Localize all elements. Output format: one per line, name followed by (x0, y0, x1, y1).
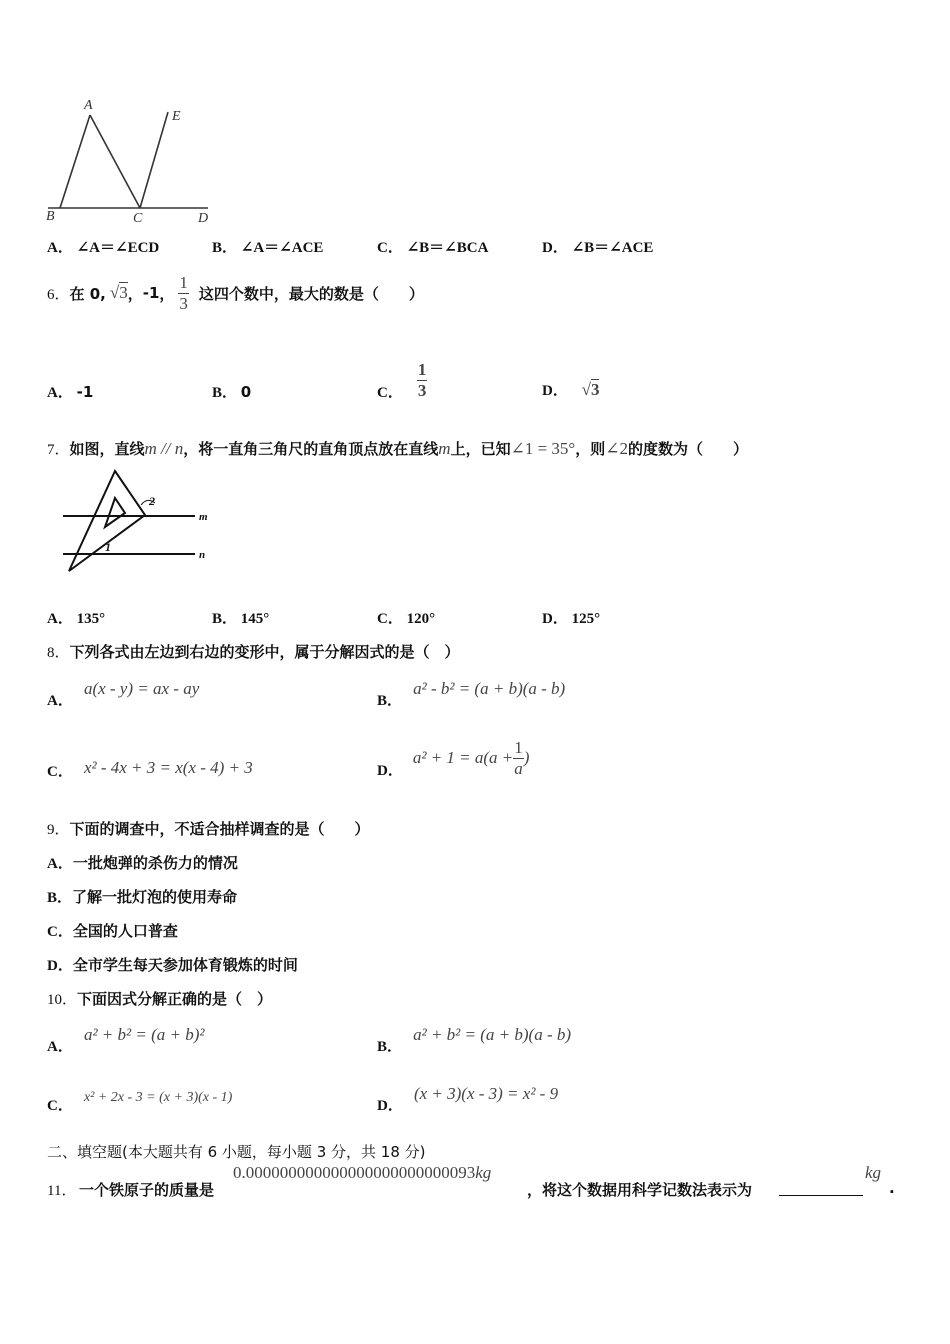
option-letter: C． (47, 924, 73, 940)
q9-option-b[interactable] (47, 886, 237, 907)
math-expr: a² + b² = (a + b)(a - b) (413, 1025, 572, 1044)
q10-stem (47, 988, 272, 1009)
q5-option-d[interactable] (542, 236, 653, 257)
option-text: 135° (76, 611, 106, 627)
answer-blank[interactable] (779, 1181, 863, 1196)
math-expr: a² + 1 = a(a + (412, 748, 514, 767)
q7-option-d[interactable] (542, 607, 600, 628)
option-letter: A． (47, 240, 73, 256)
option-letter: A． (47, 856, 73, 872)
math-expr: a² + b² = (a + b)² (83, 1025, 205, 1044)
frac-numerator: 1 (417, 359, 427, 379)
option-letter: A． (47, 385, 73, 401)
question-number: 10． (47, 992, 78, 1008)
math-expr: m // n (144, 438, 184, 458)
q6-option-d[interactable] (542, 379, 599, 400)
option-letter: B． (212, 385, 238, 401)
q6-stem (47, 268, 424, 318)
sqrt-radicand: 3 (119, 283, 128, 302)
math-expr: m (438, 438, 451, 458)
q8-option-c[interactable] (47, 757, 253, 778)
option-letter: A． (47, 693, 73, 709)
option-text: ∠B＝∠ACE (571, 240, 654, 256)
option-text: 全国的人口普查 (72, 922, 178, 940)
option-text: 125° (571, 611, 601, 627)
q7-option-a[interactable] (47, 607, 105, 628)
frac-denominator: 3 (417, 380, 427, 400)
option-letter: B． (377, 693, 403, 709)
option-letter: B． (212, 611, 238, 627)
stem-text: ，将一直角三角尺的直角顶点放在直线 (183, 440, 439, 458)
math-expr: ∠1 = 35° (510, 438, 576, 458)
q7-label-2: 2 (149, 494, 155, 508)
math-expr: ∠2 (605, 438, 628, 458)
option-text: 145° (240, 611, 270, 627)
math-expr: ) (523, 748, 530, 767)
q5-label-a: A (84, 98, 93, 113)
iron-atom-mass (233, 1163, 491, 1183)
q9-option-d[interactable] (47, 954, 298, 975)
option-letter: D． (542, 240, 568, 256)
q10-option-a[interactable] (47, 1024, 205, 1055)
option-text: 0 (240, 383, 252, 401)
option-letter: D． (377, 762, 403, 779)
option-text: ∠A＝∠ECD (76, 240, 160, 256)
option-letter: A． (47, 611, 73, 627)
q7-option-b[interactable] (212, 607, 269, 628)
stem-text: 在 0, (69, 284, 106, 303)
option-letter: D． (542, 383, 568, 399)
end-period: . (889, 1179, 895, 1197)
q5-label-c: C (133, 211, 143, 226)
q6-option-a[interactable] (47, 381, 93, 402)
q7-figure (55, 465, 220, 580)
fraction (417, 360, 428, 401)
frac-numerator: 1 (514, 737, 523, 757)
q7-label-n: n (199, 549, 206, 561)
q10-option-b[interactable] (377, 1024, 572, 1055)
stem-text: 一个铁原子的质量是 (79, 1181, 215, 1199)
q5-option-a[interactable] (47, 236, 159, 257)
math-expr: x² + 2x - 3 = (x + 3)(x - 1) (83, 1090, 233, 1105)
option-letter: D． (377, 1098, 403, 1114)
math-expr: a² - b² = (a + b)(a - b) (413, 679, 566, 698)
option-text: 了解一批灯泡的使用寿命 (72, 888, 238, 906)
question-number: 9． (47, 822, 70, 838)
option-letter: C． (47, 1098, 73, 1114)
q6-option-c[interactable] (377, 356, 427, 404)
q5-option-b[interactable] (212, 236, 323, 257)
question-number: 8． (47, 645, 70, 661)
option-letter: C． (377, 384, 403, 401)
stem-text: 如图，直线 (69, 440, 145, 458)
answer-unit: kg (865, 1163, 882, 1182)
stem-number: -1 (142, 284, 160, 302)
option-letter: D． (47, 958, 73, 974)
q8-stem (47, 641, 460, 662)
q9-option-a[interactable] (47, 852, 238, 873)
q8-option-b[interactable] (377, 678, 566, 709)
option-text: ∠A＝∠ACE (240, 240, 324, 256)
stem-text: 这四个数中，最大的数是（ ） (198, 284, 424, 303)
question-number: 11． (47, 1183, 77, 1199)
option-letter: A． (47, 1039, 73, 1055)
sqrt-radicand: 3 (590, 380, 600, 399)
option-text: 全市学生每天参加体育锻炼的时间 (72, 956, 298, 974)
q9-stem (47, 818, 370, 839)
frac-denominator: 3 (179, 293, 188, 313)
q7-label-1: 1 (105, 540, 111, 554)
option-letter: B． (212, 240, 238, 256)
q6-option-b[interactable] (212, 381, 251, 402)
q9-option-c[interactable] (47, 920, 178, 941)
mass-value: 0.000000000000000000000000093 (233, 1163, 476, 1182)
math-expr: a(x - y) = ax - ay (83, 679, 200, 698)
q5-figure (40, 95, 220, 230)
q10-option-c[interactable] (47, 1085, 233, 1114)
frac-numerator: 1 (179, 272, 188, 292)
stem-text: ， (127, 284, 143, 303)
section-title: 二、填空题(本大题共有 6 小题，每小题 3 分，共 18 分) (47, 1143, 426, 1161)
option-letter: B． (377, 1039, 403, 1055)
option-letter: C． (377, 611, 403, 627)
q5-label-b: B (46, 209, 55, 224)
stem-text: 下列各式由左边到右边的变形中，属于分解因式的是（ ） (69, 643, 460, 661)
sqrt-expr: √3 (109, 283, 128, 302)
frac-denominator: a (514, 758, 523, 778)
q5-option-c[interactable] (377, 236, 488, 257)
q5-label-d: D (198, 211, 209, 226)
fraction (178, 273, 189, 314)
stem-text: ，则 (575, 440, 606, 458)
stem-text: 下面因式分解正确的是（ ） (77, 990, 273, 1008)
stem-text: ， (159, 284, 175, 303)
fraction (513, 738, 524, 779)
q5-label-e: E (172, 109, 181, 124)
q7-stem (47, 438, 748, 459)
q7-option-c[interactable] (377, 607, 435, 628)
option-text: ∠B＝∠BCA (406, 240, 489, 256)
q10-option-d[interactable] (377, 1083, 559, 1114)
option-letter: D． (542, 611, 568, 627)
math-expr: x² - 4x + 3 = x(x - 4) + 3 (83, 758, 253, 777)
sqrt-expr: √3 (581, 380, 600, 399)
option-text: -1 (76, 383, 94, 401)
stem-text: 下面的调查中，不适合抽样调查的是（ ） (69, 820, 370, 838)
q8-option-d[interactable] (377, 736, 529, 780)
q7-label-m: m (199, 511, 208, 523)
option-letter: C． (47, 764, 73, 780)
q8-option-a[interactable] (47, 678, 200, 709)
option-text: 120° (406, 611, 436, 627)
option-text: 一批炮弹的杀伤力的情况 (72, 854, 238, 872)
stem-text: 的度数为（ ） (627, 440, 748, 458)
option-letter: C． (377, 240, 403, 256)
question-number: 6． (47, 286, 70, 303)
option-letter: B． (47, 890, 73, 906)
math-expr: (x + 3)(x - 3) = x² - 9 (413, 1084, 559, 1103)
stem-text: ，将这个数据用科学记数法表示为 (527, 1181, 753, 1199)
stem-text: 上，已知 (450, 440, 511, 458)
question-number: 7． (47, 442, 70, 458)
mass-unit: kg (475, 1163, 492, 1182)
